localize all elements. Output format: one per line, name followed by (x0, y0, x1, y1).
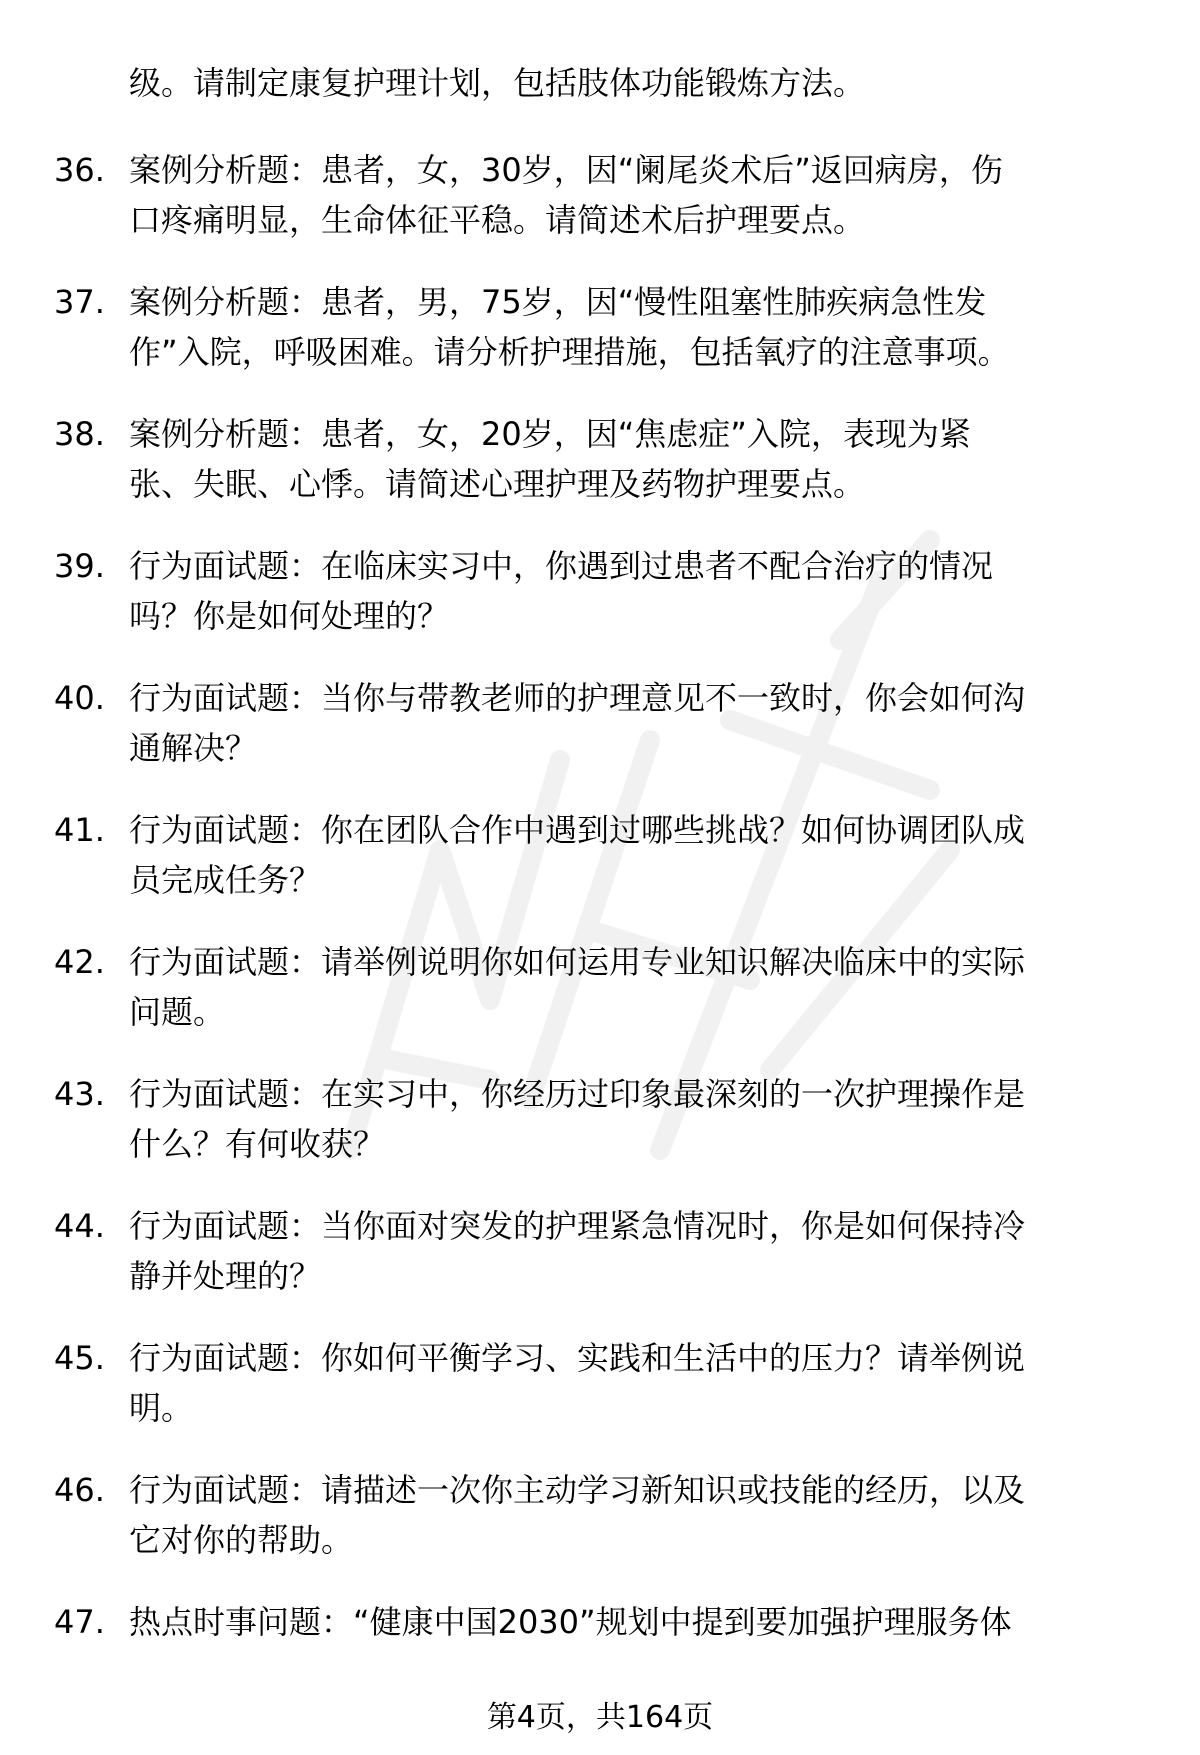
question-44 (0, 1201, 1200, 1333)
question-text-line-1: 行为面试题：当你与带教老师的护理意见不一致时，你会如何沟 (129, 679, 1026, 717)
question-number: 47. (54, 1603, 105, 1641)
question-42 (0, 937, 1200, 1069)
question-40 (0, 673, 1200, 805)
question-text-line-2: 张、失眠、心悸。请简述心理护理及药物护理要点。 (129, 465, 866, 503)
question-text-line-1: 案例分析题：患者，男，75岁，因“慢性阻塞性肺疾病急性发 (129, 283, 987, 321)
question-37 (0, 277, 1200, 409)
question-36 (0, 145, 1200, 277)
question-number: 42. (54, 943, 105, 981)
question-text-line-1: 案例分析题：患者，女，30岁，因“阑尾炎术后”返回病房，伤 (129, 151, 1003, 189)
question-number: 37. (54, 283, 105, 321)
question-number: 45. (54, 1339, 105, 1377)
question-list (0, 145, 1200, 1729)
question-text-line-2: 明。 (129, 1389, 194, 1427)
question-number: 40. (54, 679, 105, 717)
question-number: 44. (54, 1207, 105, 1245)
question-39 (0, 541, 1200, 673)
question-45 (0, 1333, 1200, 1465)
question-text-line-1: 行为面试题：你如何平衡学习、实践和生活中的压力？请举例说 (129, 1339, 1026, 1377)
question-text-line-1: 行为面试题：在临床实习中，你遇到过患者不配合治疗的情况 (129, 547, 994, 585)
question-text-line-1: 行为面试题：当你面对突发的护理紧急情况时，你是如何保持冷 (129, 1207, 1026, 1245)
question-text-line-2: 员完成任务？ (129, 861, 322, 899)
question-text-line-2: 静并处理的？ (129, 1257, 322, 1295)
question-text-line-1: 行为面试题：你在团队合作中遇到过哪些挑战？如何协调团队成 (129, 811, 1026, 849)
question-text-line-2: 通解决？ (129, 729, 258, 767)
question-41 (0, 805, 1200, 937)
question-text-line-2: 它对你的帮助。 (129, 1521, 354, 1559)
question-number: 38. (54, 415, 105, 453)
question-text-line-1: 热点时事问题：“健康中国2030”规划中提到要加强护理服务体 (129, 1603, 1012, 1641)
question-43 (0, 1069, 1200, 1201)
question-38 (0, 409, 1200, 541)
continuation-text: 级。请制定康复护理计划，包括肢体功能锻炼方法。 (129, 64, 866, 102)
question-text-line-2: 吗？你是如何处理的？ (129, 597, 450, 635)
question-text-line-1: 行为面试题：请举例说明你如何运用专业知识解决临床中的实际 (129, 943, 1026, 981)
question-text-line-2: 作”入院，呼吸困难。请分析护理措施，包括氧疗的注意事项。 (129, 333, 1010, 371)
question-number: 36. (54, 151, 105, 189)
question-text-line-2: 问题。 (129, 993, 226, 1031)
question-text-line-2: 口疼痛明显，生命体征平稳。请简述术后护理要点。 (129, 201, 866, 239)
question-text-line-1: 行为面试题：请描述一次你主动学习新知识或技能的经历，以及 (129, 1471, 1026, 1509)
question-number: 46. (54, 1471, 105, 1509)
question-46 (0, 1465, 1200, 1597)
question-text-line-1: 行为面试题：在实习中，你经历过印象最深刻的一次护理操作是 (129, 1075, 1026, 1113)
page-footer: 第4页，共164页 (486, 1700, 714, 1735)
question-number: 39. (54, 547, 105, 585)
question-number: 41. (54, 811, 105, 849)
question-text-line-1: 案例分析题：患者，女，20岁，因“焦虑症”入院，表现为紧 (129, 415, 971, 453)
question-number: 43. (54, 1075, 105, 1113)
question-text-line-2: 什么？有何收获？ (129, 1125, 386, 1163)
